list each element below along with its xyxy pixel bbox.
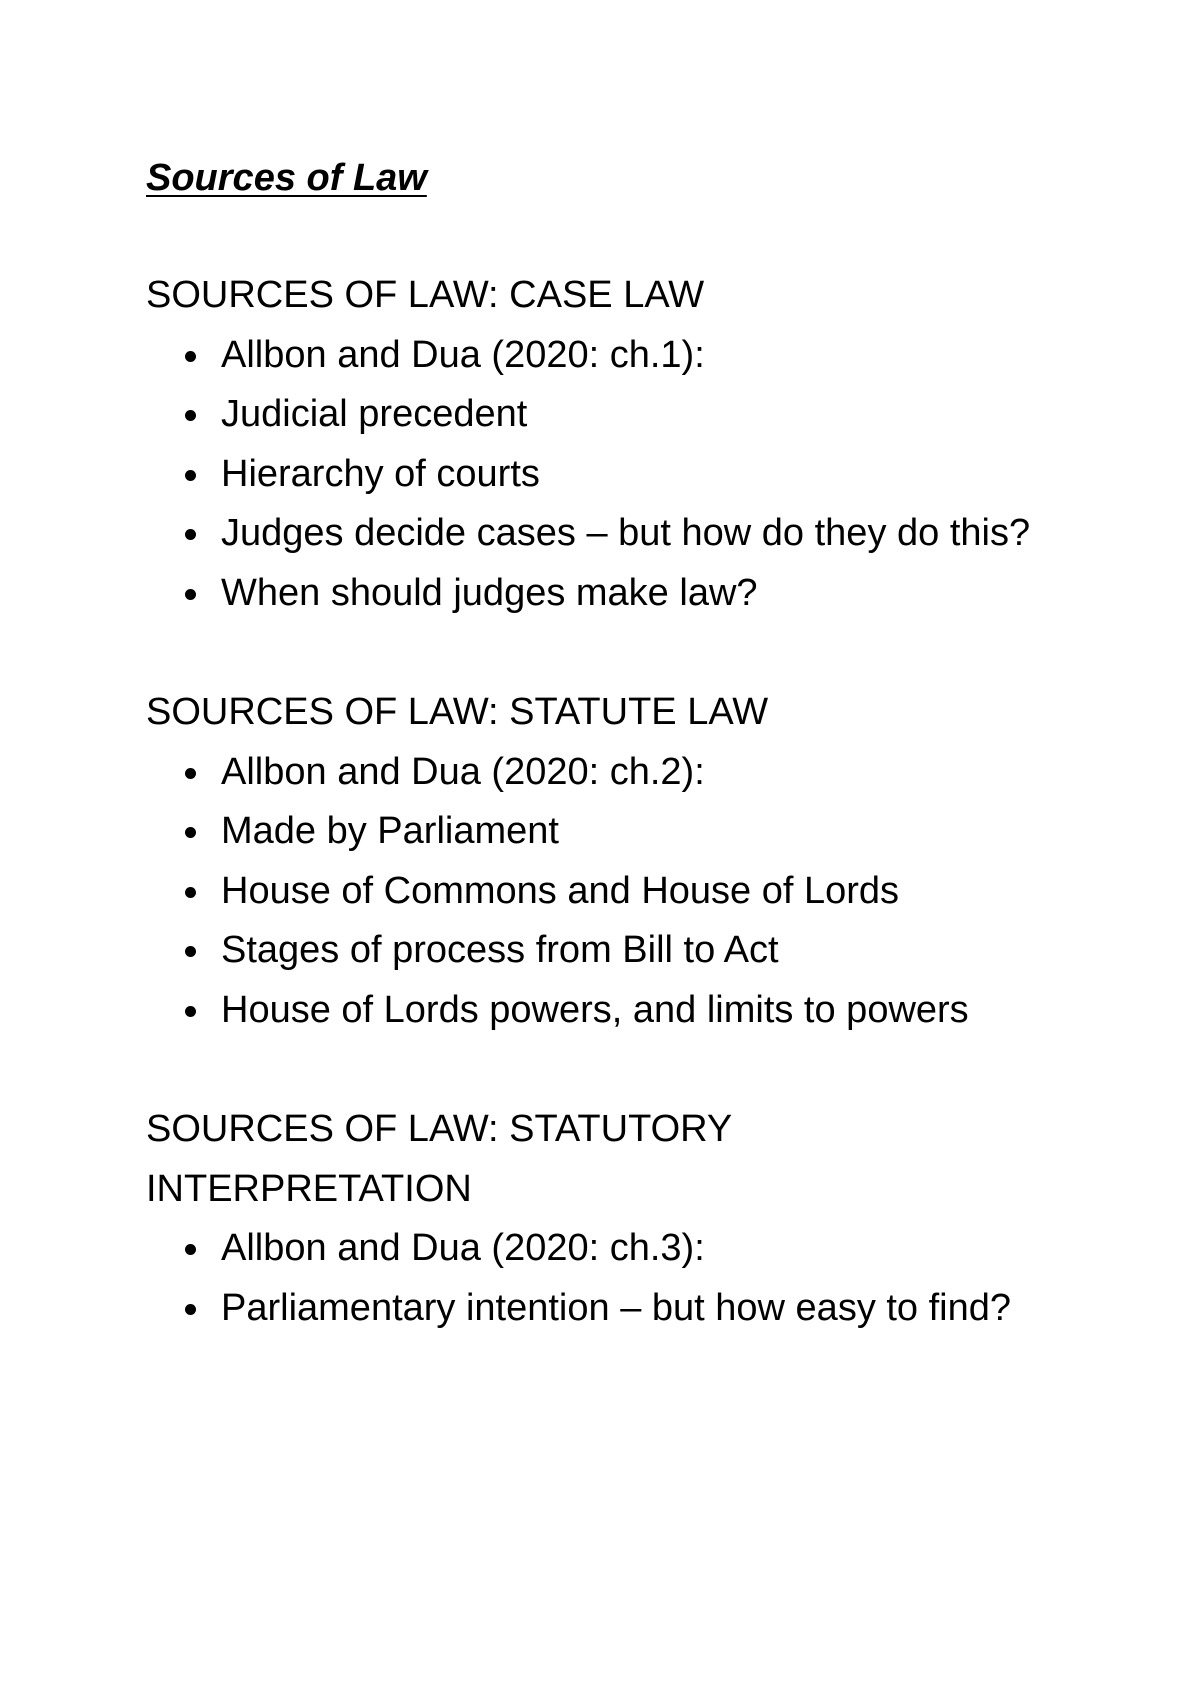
list-item-text: Allbon and Dua (2020: ch.1): bbox=[221, 333, 705, 376]
section-statutory-interpretation bbox=[146, 1100, 1076, 1338]
section-heading: SOURCES OF LAW: STATUTORY INTERPRETATION bbox=[146, 1108, 732, 1210]
document-title: Sources of Law bbox=[146, 157, 427, 199]
bullet-icon bbox=[185, 1244, 196, 1255]
bullet-icon bbox=[185, 351, 196, 362]
list-item bbox=[146, 743, 1056, 803]
list-item bbox=[146, 504, 1056, 564]
bullet-icon bbox=[185, 529, 196, 540]
section-heading: SOURCES OF LAW: STATUTE LAW bbox=[146, 691, 769, 733]
list-item-text: Hierarchy of courts bbox=[221, 452, 540, 495]
section-case-law bbox=[146, 266, 1076, 623]
list-item bbox=[146, 326, 1056, 386]
list-item bbox=[146, 445, 1056, 505]
list-item bbox=[146, 921, 1056, 981]
bullet-icon bbox=[185, 589, 196, 600]
list-item-text: Stages of process from Bill to Act bbox=[221, 929, 779, 971]
bullet-icon bbox=[185, 470, 196, 481]
list-item-text: Parliamentary intention – but how easy to find? bbox=[221, 1286, 1012, 1329]
bullet-icon bbox=[185, 827, 196, 838]
bullet-icon bbox=[185, 946, 196, 957]
bullet-list bbox=[146, 743, 1076, 1041]
list-item-text: Allbon and Dua (2020: ch.2): bbox=[221, 750, 705, 793]
list-item-text: House of Commons and House of Lords bbox=[221, 869, 900, 912]
document-page bbox=[146, 148, 1076, 1398]
list-item-text: House of Lords powers, and limits to powers bbox=[221, 988, 969, 1031]
list-item bbox=[146, 1279, 1056, 1339]
list-item-text: Allbon and Dua (2020: ch.3): bbox=[221, 1227, 705, 1269]
list-item-text: When should judges make law? bbox=[221, 571, 758, 614]
section-heading: SOURCES OF LAW: CASE LAW bbox=[146, 274, 705, 316]
bullet-list bbox=[146, 1219, 1076, 1338]
section-statute-law bbox=[146, 683, 1076, 1040]
bullet-list bbox=[146, 326, 1076, 624]
list-item bbox=[146, 862, 1056, 922]
bullet-icon bbox=[185, 887, 196, 898]
bullet-icon bbox=[185, 410, 196, 421]
list-item bbox=[146, 385, 1056, 445]
bullet-icon bbox=[185, 1304, 196, 1315]
list-item bbox=[146, 1219, 1056, 1279]
bullet-icon bbox=[185, 1006, 196, 1017]
list-item-text: Made by Parliament bbox=[221, 810, 559, 852]
bullet-icon bbox=[185, 768, 196, 779]
list-item-text: Judges decide cases – but how do they do this? bbox=[221, 512, 1031, 554]
list-item bbox=[146, 564, 1056, 624]
list-item bbox=[146, 802, 1056, 862]
list-item-text: Judicial precedent bbox=[221, 393, 528, 435]
list-item bbox=[146, 981, 1056, 1041]
